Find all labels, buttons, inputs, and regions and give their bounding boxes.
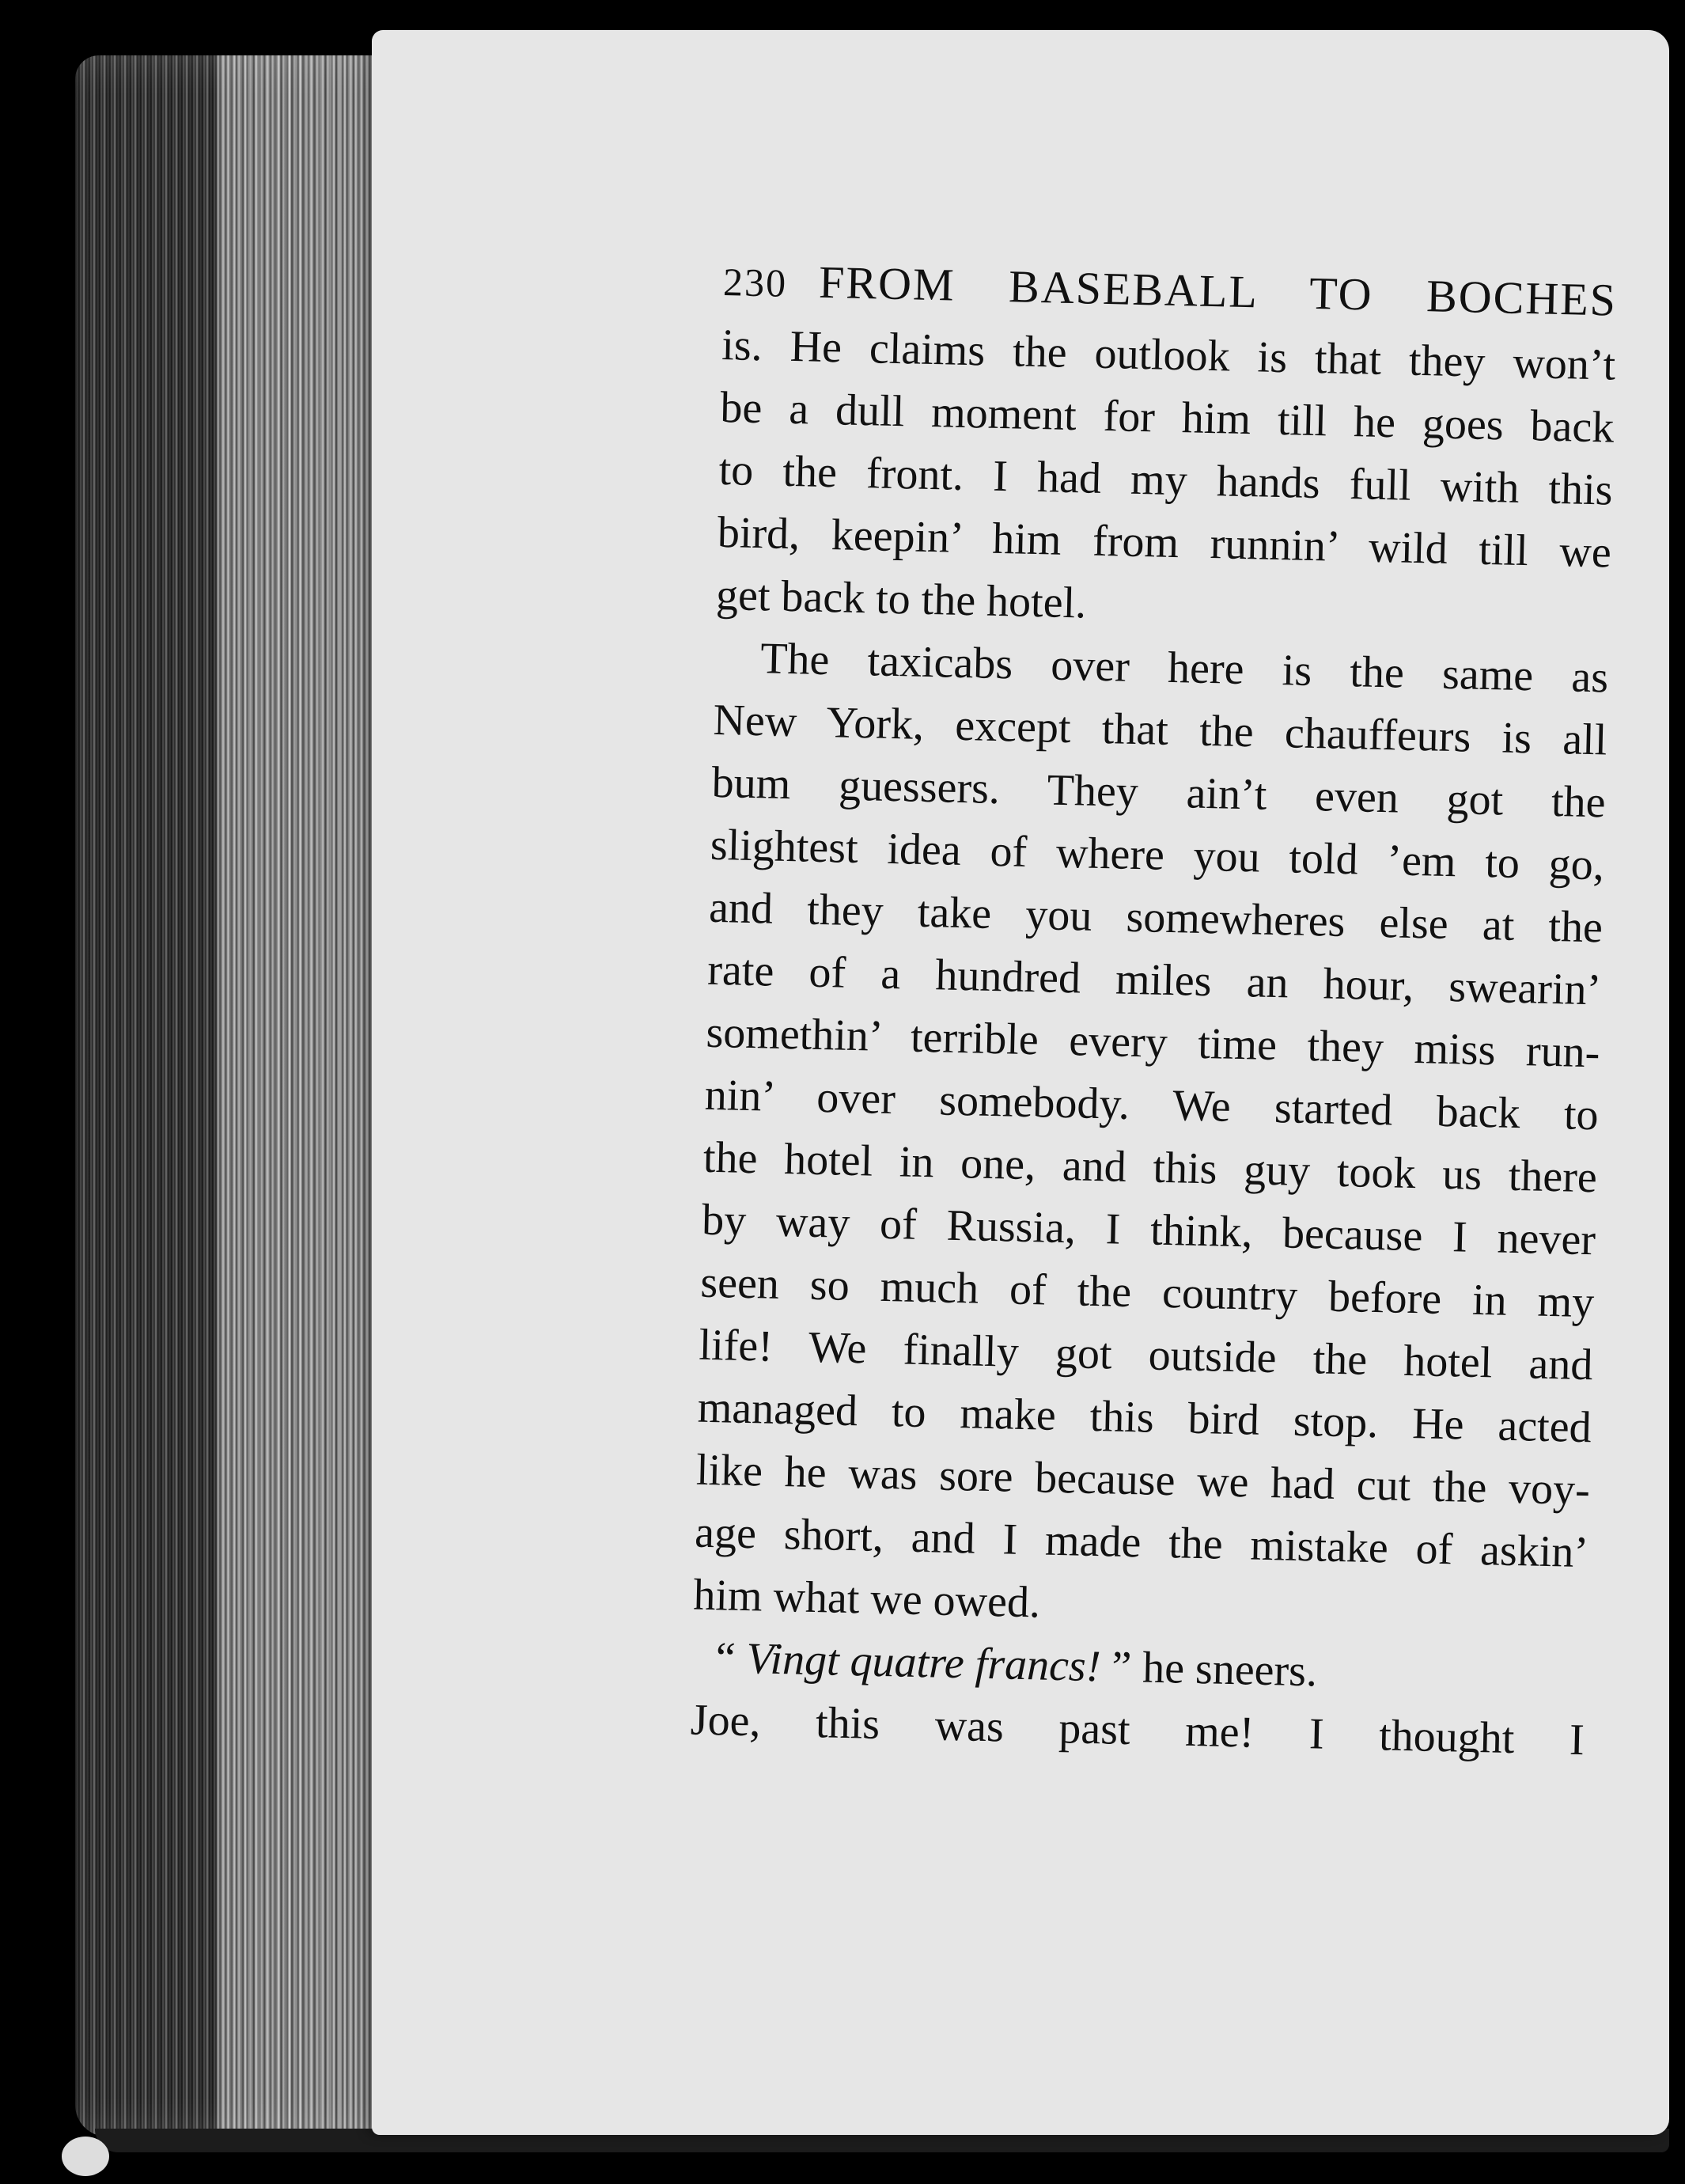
text-line: managed to make this bird stop. He acted: [697, 1382, 1592, 1453]
text-line: New York, except that the chauffeurs is all: [712, 695, 1608, 765]
text-line: life! We finally got outside the hotel and: [698, 1320, 1594, 1390]
text-line: by way of Russia, I think, because I never: [701, 1195, 1596, 1265]
text-line: slightest idea of where you told ’em to go,: [710, 820, 1605, 890]
text-line: is. He claims the outlook is that they won’t: [721, 320, 1616, 390]
text-line: Joe, this was past me! I thought I: [690, 1695, 1585, 1765]
quote-close: ” he sneers.: [1100, 1642, 1318, 1697]
text-line: get back to the hotel.: [715, 570, 1087, 628]
text-line: him what we owed.: [692, 1570, 1041, 1628]
text-line: the hotel in one, and this guy took us there: [702, 1132, 1598, 1203]
text-line: to the front. I had my hands full with this: [718, 445, 1614, 515]
text-line: bird, keepin’ him from runnin’ wild till we: [717, 507, 1612, 578]
text-line: and they take you somewheres else at the: [708, 882, 1604, 953]
scanner-mark: [62, 2137, 109, 2176]
text-line: bum guessers. They ain’t even got the: [711, 757, 1607, 828]
text-line: seen so much of the country before in my: [699, 1257, 1595, 1328]
text-line: like he was sore because we had cut the voy-: [695, 1445, 1591, 1515]
quote-open: “: [715, 1633, 748, 1684]
text-line: The taxicabs over here is the same as: [759, 634, 1609, 703]
text-line: be a dull moment for him till he goes back: [719, 382, 1615, 453]
text-line: somethin’ terrible every time they miss run-: [705, 1007, 1601, 1078]
page-text: [690, 253, 1618, 1772]
text-line: age short, and I made the mistake of askin’: [694, 1507, 1589, 1578]
page-number: 230: [722, 259, 788, 305]
text-line: nin’ over somebody. We started back to: [704, 1070, 1600, 1140]
text-line: rate of a hundred miles an hour, swearin’: [706, 945, 1602, 1015]
quote-italic: Vingt quatre francs!: [745, 1634, 1102, 1692]
running-title: FROM BASEBALL TO BOCHES: [818, 256, 1618, 326]
